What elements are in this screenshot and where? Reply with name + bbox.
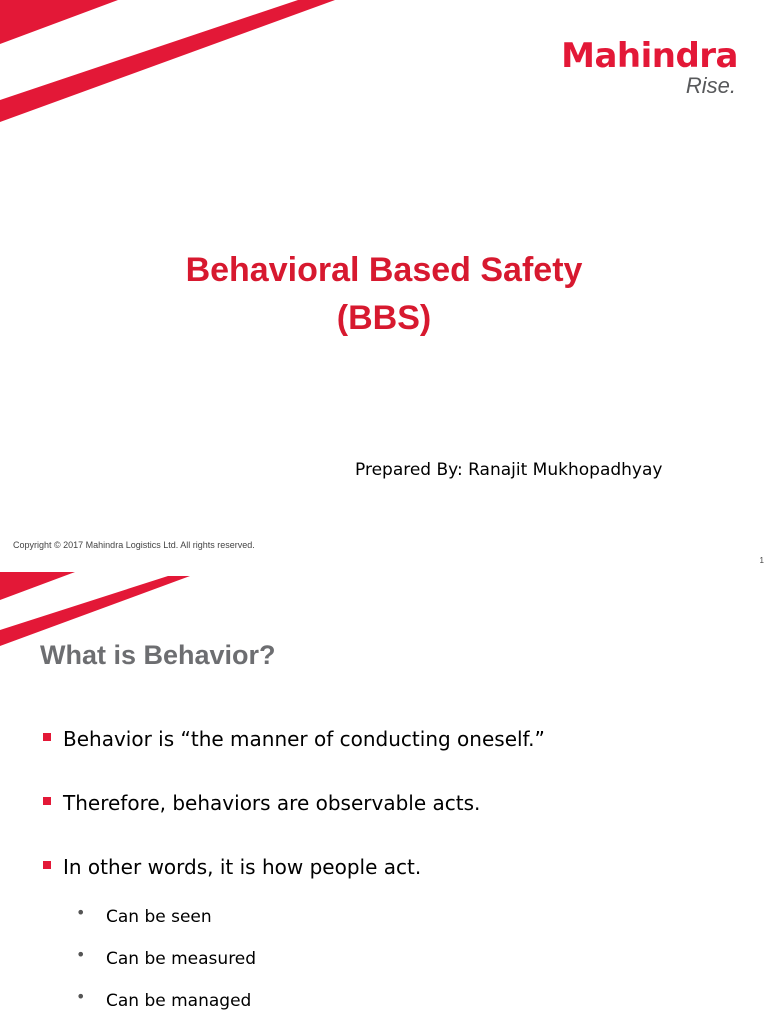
list-item <box>42 852 545 882</box>
dot-bullet-icon: • <box>76 987 86 1006</box>
sub-bullet-text: Can be measured <box>106 949 257 969</box>
bullet-text: Behavior is “the manner of conducting oneself.” <box>63 727 545 751</box>
square-bullet-icon <box>43 733 51 741</box>
swoosh-band-upper <box>0 572 75 600</box>
sub-bullet-list <box>76 904 256 1024</box>
square-bullet-icon <box>43 861 51 869</box>
dot-bullet-icon: • <box>76 903 86 922</box>
sub-list-item <box>76 946 256 972</box>
swoosh-band-upper <box>0 0 118 44</box>
corner-swoosh-graphic <box>0 0 340 130</box>
logo-tagline: Rise. <box>685 73 736 98</box>
sub-list-item <box>76 988 256 1014</box>
title-line-2: (BBS) <box>336 299 432 337</box>
mahindra-logo <box>561 36 738 98</box>
bullet-list <box>42 724 545 916</box>
slide-heading: What is Behavior? <box>40 640 276 670</box>
list-item <box>42 724 545 754</box>
dot-bullet-icon: • <box>76 945 86 964</box>
sub-bullet-text: Can be seen <box>106 907 212 927</box>
bullet-text: In other words, it is how people act. <box>63 855 422 879</box>
logo-wordmark: Mahindra <box>561 36 738 76</box>
sub-bullet-text: Can be managed <box>106 991 252 1011</box>
title-line-1: Behavioral Based Safety <box>185 251 583 289</box>
content-slide <box>0 572 768 1024</box>
prepared-by-text: Prepared By: Ranajit Mukhopadhyay <box>355 460 663 480</box>
bullet-text: Therefore, behaviors are observable acts. <box>63 791 481 815</box>
copyright-notice: Copyright © 2017 Mahindra Logistics Ltd. All rights reserved. <box>13 540 255 550</box>
page-number: 1 <box>759 556 764 565</box>
slide-title <box>0 246 768 342</box>
square-bullet-icon <box>43 797 51 805</box>
sub-list-item <box>76 904 256 930</box>
list-item <box>42 788 545 818</box>
